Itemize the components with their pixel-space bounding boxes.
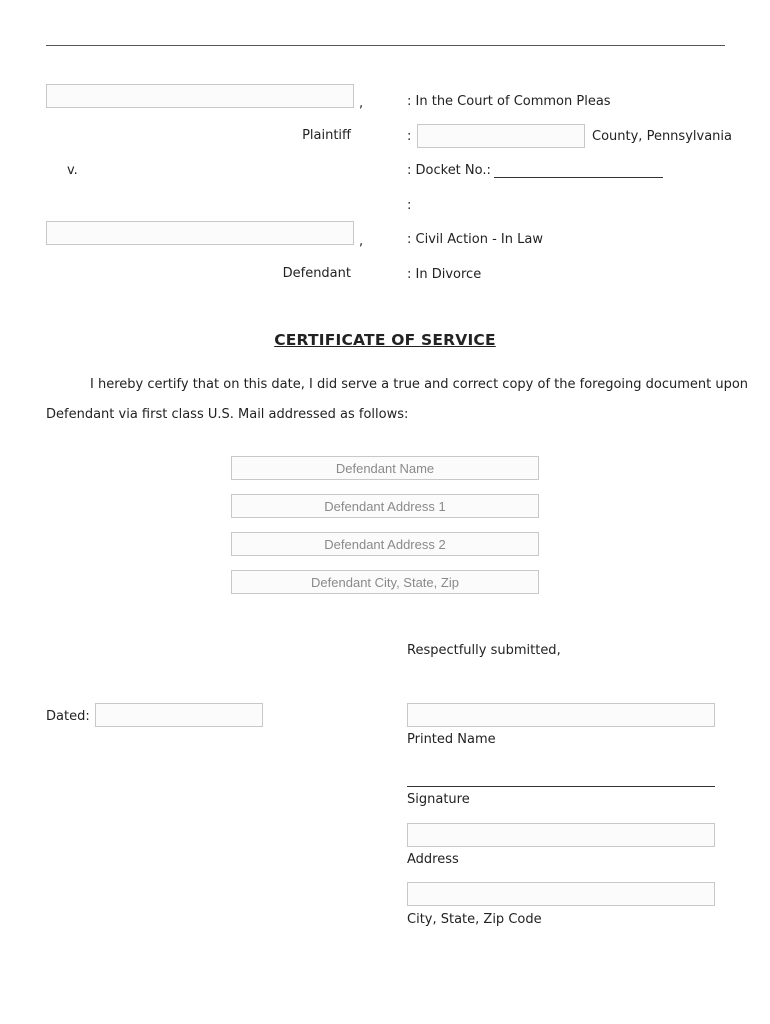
county-field[interactable] xyxy=(417,124,585,148)
docket-label: : Docket No.: xyxy=(407,163,491,178)
defendant-comma: , xyxy=(359,234,364,249)
blank-colon: : xyxy=(407,198,412,213)
plaintiff-comma: , xyxy=(359,96,364,111)
civil-action-line: : Civil Action - In Law xyxy=(407,232,543,247)
county-colon: : xyxy=(407,129,412,144)
versus-label: v. xyxy=(67,163,78,178)
body-line-2: Defendant via first class U.S. Mail addressed as follows: xyxy=(46,407,409,422)
plaintiff-label: Plaintiff xyxy=(302,128,351,143)
printed-name-field[interactable] xyxy=(407,703,715,727)
defendant-address-2-input[interactable] xyxy=(231,532,539,556)
signature-line[interactable] xyxy=(407,786,715,787)
address-label: Address xyxy=(407,852,459,867)
county-suffix: County, Pennsylvania xyxy=(592,129,732,144)
defendant-address-1-input[interactable] xyxy=(231,494,539,518)
plaintiff-name-field[interactable] xyxy=(46,84,354,108)
top-rule xyxy=(46,45,725,46)
signature-label: Signature xyxy=(407,792,470,807)
body-line-1: I hereby certify that on this date, I did serve a true and correct copy of the foregoing document upon xyxy=(90,377,749,392)
address-field[interactable] xyxy=(407,823,715,847)
city-state-zip-field[interactable] xyxy=(407,882,715,906)
dated-field[interactable] xyxy=(95,703,263,727)
city-state-zip-label: City, State, Zip Code xyxy=(407,912,542,927)
defendant-city-state-zip-input[interactable] xyxy=(231,570,539,594)
court-line: : In the Court of Common Pleas xyxy=(407,94,611,109)
respectfully-submitted: Respectfully submitted, xyxy=(407,643,561,658)
docket-number-line xyxy=(494,177,663,178)
page-title: CERTIFICATE OF SERVICE xyxy=(274,331,496,349)
dated-label: Dated: xyxy=(46,709,90,724)
defendant-label: Defendant xyxy=(282,266,351,281)
defendant-name-field[interactable] xyxy=(46,221,354,245)
in-divorce-line: : In Divorce xyxy=(407,267,482,282)
defendant-name-input[interactable] xyxy=(231,456,539,480)
printed-name-label: Printed Name xyxy=(407,732,496,747)
